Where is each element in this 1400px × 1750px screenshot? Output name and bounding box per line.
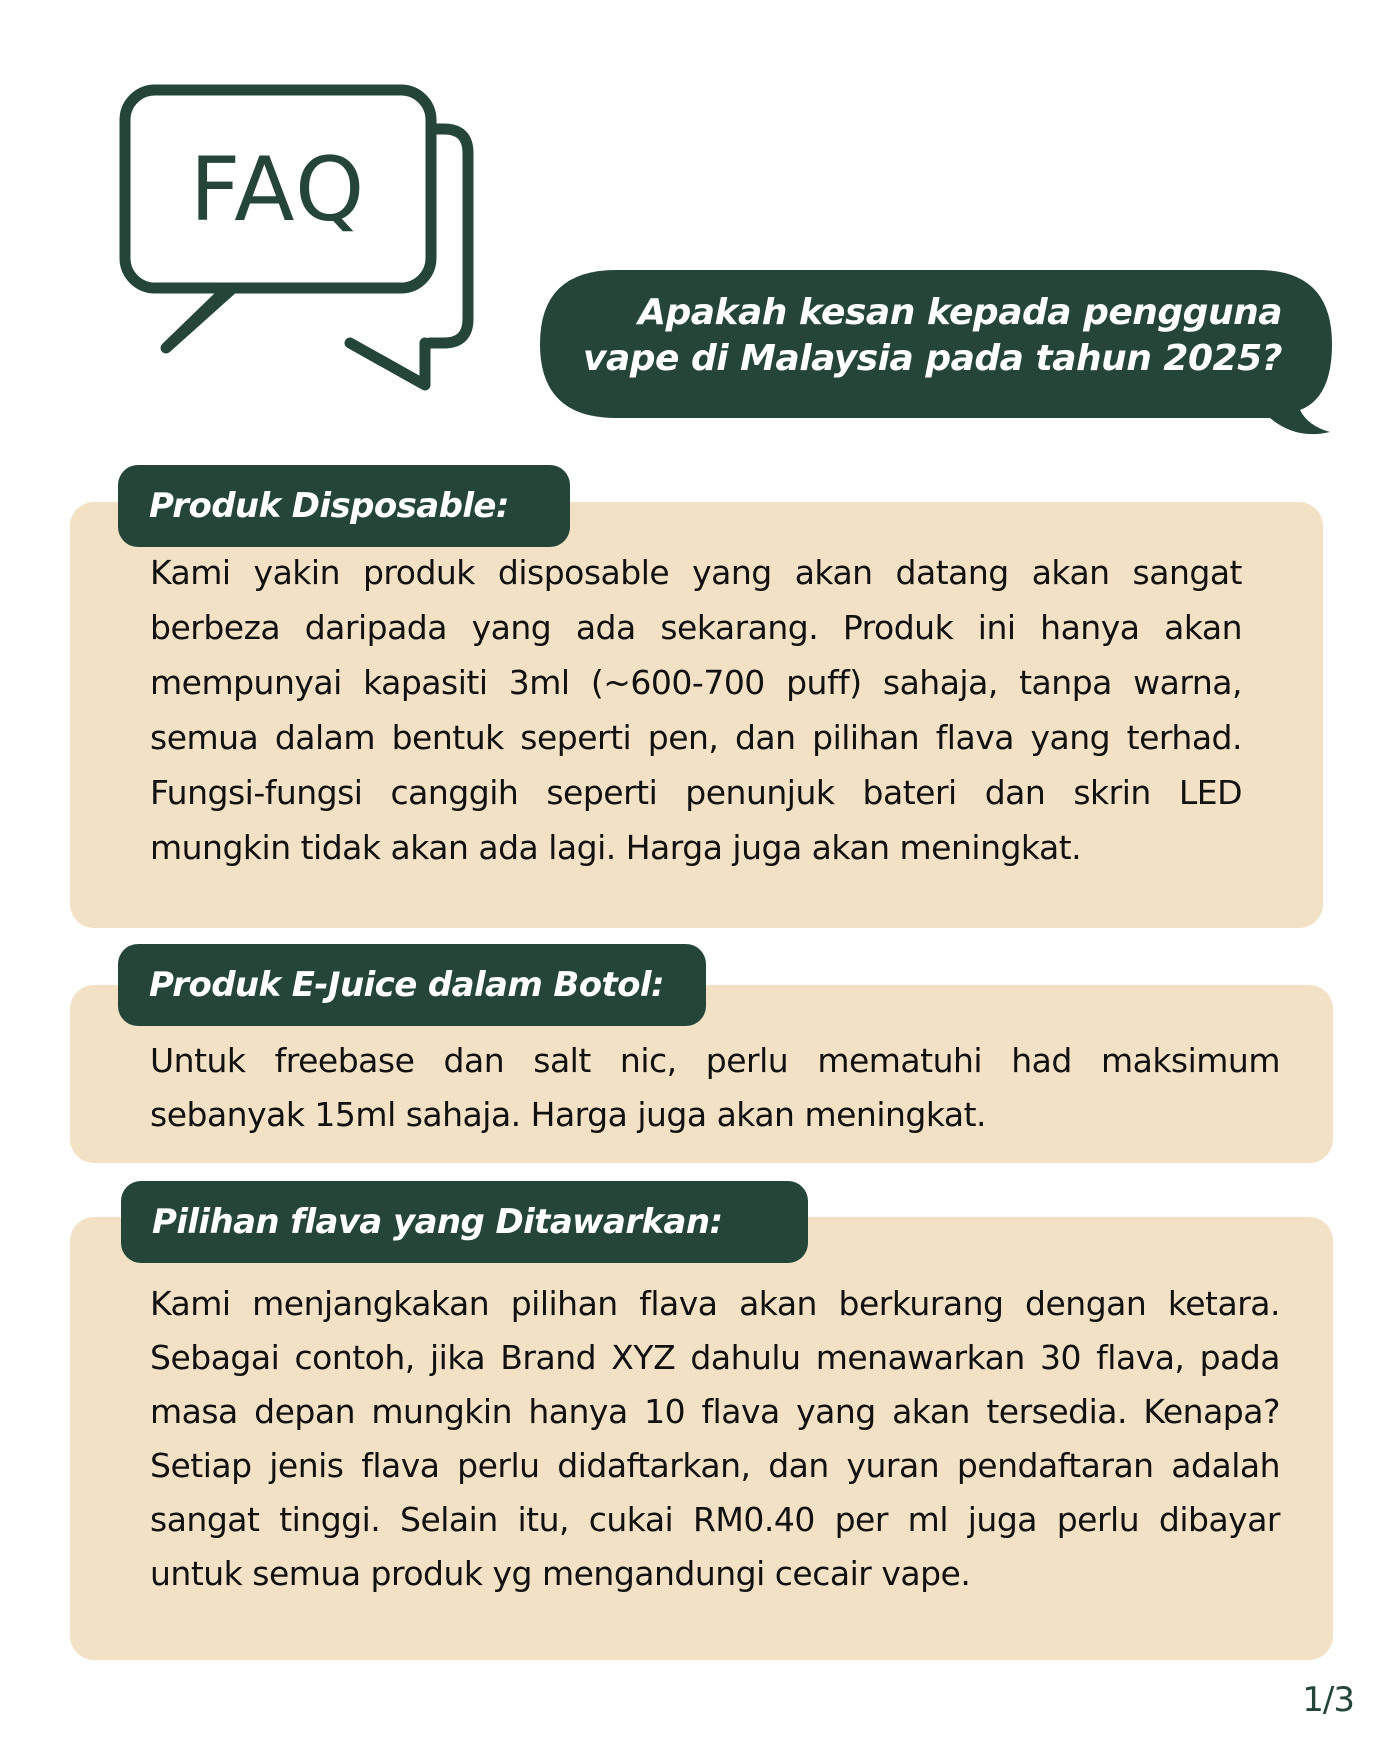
faq-card-body-flavours: Kami menjangkakan pilihan flava akan berkurang dengan ketara. Sebagai contoh, jika Brand XYZ dahulu menawarkan 30 flava, pada masa depan mungkin hanya 10 flava yang akan tersedia. Kenapa? Setiap jenis flava perlu didaftarkan, dan yuran pendaftaran adalah sangat tinggi. Selain itu, cukai RM0.40 per ml juga perlu dibayar untuk semua produk yg mengandungi cecair vape.	[150, 1284, 1280, 1593]
faq-icon-text: FAQ	[189, 138, 367, 241]
faq-card-label-flavours: Pilihan flava yang Ditawarkan:	[121, 1181, 808, 1263]
faq-card-label-ejuice: Produk E-Juice dalam Botol:	[118, 944, 706, 1026]
page-number: 1/3	[1302, 1680, 1354, 1720]
faq-card-body-ejuice: Untuk freebase dan salt nic, perlu mematuhi had maksimum sebanyak 15ml sahaja. Harga juga akan meningkat.	[150, 1041, 1280, 1134]
faq-speech-bubbles-icon	[118, 83, 530, 439]
faq-card-body-disposable: Kami yakin produk disposable yang akan datang akan sangat berbeza daripada yang ada sekarang. Produk ini hanya akan mempunyai kapasiti 3ml (~600-700 puff) sahaja, tanpa warna, semua dalam bentuk seperti pen, dan pilihan flava yang terhad. Fungsi-fungsi canggih seperti penunjuk bateri dan skrin LED mungkin tidak akan ada lagi. Harga juga akan meningkat.	[150, 553, 1242, 867]
faq-card-label-disposable: Produk Disposable:	[118, 465, 570, 547]
faq-question	[560, 290, 1282, 382]
faq-question-line-1: Apakah kesan kepada pengguna	[638, 292, 1282, 333]
faq-question-line-2: vape di Malaysia pada tahun 2025?	[583, 338, 1282, 379]
